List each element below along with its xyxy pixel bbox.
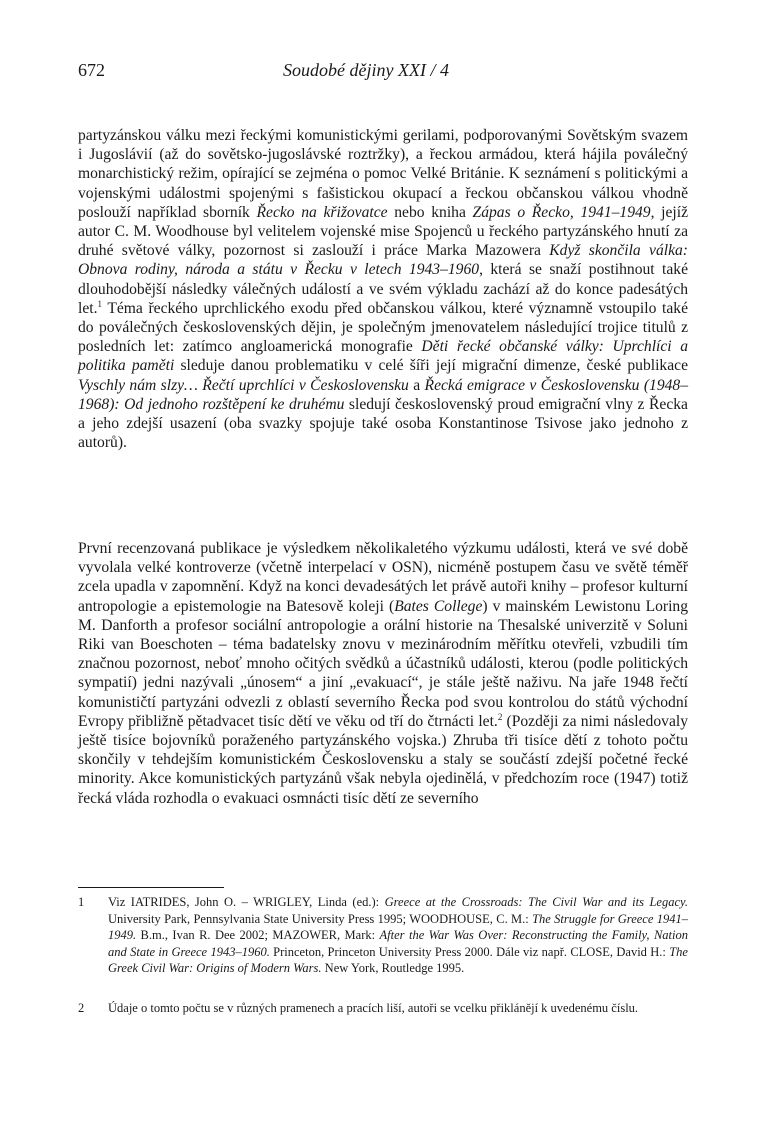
book-title-italic: Děti řecké občanské války: Uprchlíci a politika paměti: [78, 338, 689, 375]
footnote-number: 2: [78, 1001, 85, 1015]
footnote-separator: [78, 887, 224, 888]
body-paragraph-1: [78, 126, 688, 452]
citation-title-italic: After the War Was Over: Reconstructing the Family, Nation and State in Greece 1943–1960.: [108, 928, 689, 959]
citation-title-italic: The Greek Civil War: Origins of Modern Wars.: [108, 944, 688, 975]
text-run: a: [408, 376, 425, 394]
text-run: (Později za nimi následovaly ještě tisíce bojovníků poraženého partyzánského vojska.) Zhruba tři tisíce dětí z tohoto počtu skončily v tehdejším komunistickém Československu a staly se součástí zdejší početné řecké minority. Akce komunistických partyzánů však nebyla ojedinělá, v předchozím roce (1947) totiž řecká vláda rozhodla o evakuaci osmnácti tisíc dětí ze severního: [78, 712, 688, 807]
book-title-italic: Zápas o Řecko, 1941–1949: [472, 203, 651, 221]
footnote-ref-1[interactable]: 1: [97, 298, 102, 309]
book-title-italic: Řecko na křižovatce: [256, 203, 388, 221]
footnote-text: Údaje o tomto počtu se v různých pramenech a pracích liší, autoři se vcelku přiklánějí k uvedenému číslu.: [108, 1001, 639, 1015]
text-run: První recenzovaná publikace je výsledkem několikaletého výzkumu události, která ve své době vyvolala velké kontroverze (včetně interpelací v OSN), nicméně postupem času ve světě téměř zcela upadla v zapomnění. Když na konci devadesátých let právě autoři knihy – profesor kulturní antropologie a epistemologie na Batesově koleji (: [78, 540, 688, 615]
text-run: Princeton, Princeton University Press 2000. Dále viz např. CLOSE, David H.:: [269, 944, 670, 959]
book-title-italic: Řecká emigrace v Československu (1948–1968): Od jednoho rozštěpení ke druhému: [78, 376, 689, 413]
journal-title: Soudobé dějiny XXI / 4: [283, 60, 449, 80]
body-paragraph-2: [78, 539, 688, 808]
page-header: [78, 60, 688, 84]
text-run: B.m., Ivan R. Dee 2002; MAZOWER, Mark:: [136, 928, 380, 942]
citation-title-italic: The Struggle for Greece 1941–1949.: [108, 911, 688, 942]
footnote-ref-2[interactable]: 2: [497, 711, 503, 722]
institution-italic: Bates College: [394, 597, 483, 615]
text-run: nebo kniha: [387, 203, 473, 221]
page-number: 672: [78, 60, 105, 80]
text-run: sledují československý proud emigrační vlny z Řecka a jeho zdejší usazení (oba svazky spojuje také osoba Konstantinose Tsivose jako jednoho z autorů).: [78, 395, 688, 452]
text-run: partyzánskou válku mezi řeckými komunistickými gerilami, podporovanými Sovětským svazem i Jugoslávií (až do sovětsko-jugoslávské roztržky), a řeckou armádou, která hájila poválečný monarchistický režim, opírající se zejména o pomoc Velké Británie. K seznámení s politickými a vojenskými událostmi spojenými s fašistickou okupací a řeckou občanskou válkou vhodně poslouží například sborník: [78, 127, 688, 221]
text-run: sleduje danou problematiku v celé šíři její migrační dimenze, české publikace: [174, 357, 688, 375]
text-run: Viz IATRIDES, John O. – WRIGLEY, Linda (ed.):: [108, 895, 385, 909]
book-title-italic: Vyschly nám slzy… Řečtí uprchlíci v Československu: [78, 376, 409, 394]
book-title-italic: Když skončila válka: Obnova rodiny, národa a státu v Řecku v letech 1943–1960: [78, 242, 688, 279]
text-run: , která se snaží postihnout také dlouhodobější následky válečných událostí a ve svém výkladu zachází až do konce padesátých let.: [78, 261, 688, 317]
text-run: University Park, Pennsylvania State University Press 1995; WOODHOUSE, C. M.:: [108, 911, 533, 926]
footnote-text: [108, 894, 688, 977]
citation-title-italic: Greece at the Crossroads: The Civil War and its Legacy.: [384, 895, 688, 909]
footnote-number: 1: [78, 895, 85, 909]
text-run: Téma řeckého uprchlického exodu před občanskou válkou, které významně vstoupilo také do poválečných československých dějin, je společným jmenovatelem následující trojice titulů z posledních let: zatímco angloamerická monografie: [78, 299, 688, 356]
text-run: New York, Routledge 1995.: [321, 961, 465, 975]
text-run: ) v mainském Lewistonu Loring M. Danforth a profesor sociální antropologie a orální historie na Thesalské univerzitě v Soluni Riki van Boeschoten – téma badatelsky znovu v mezinárodním měřítku otevřeli, vzbudili tím značnou pozornost, neboť mnoho očitých svědků a účastníků události, kterou (podle politických sympatií) jedni nazývali „únosem“ a jiní „evakuací“, je stále ještě naživu. Na jaře 1948 řečtí komunističtí partyzáni odvezli z oblastí severního Řecka pod svou kontrolou do států východní Evropy přibližně pětadvacet tisíc dětí ve věku od tří do čtrnácti let.: [78, 597, 689, 730]
text-run: , jejíž autor C. M. Woodhouse byl velitelem vojenské mise Spojenců u řeckého partyzánského hnutí za druhé světové války, pozornost si zaslouží i práce Marka Mazowera: [78, 203, 689, 260]
